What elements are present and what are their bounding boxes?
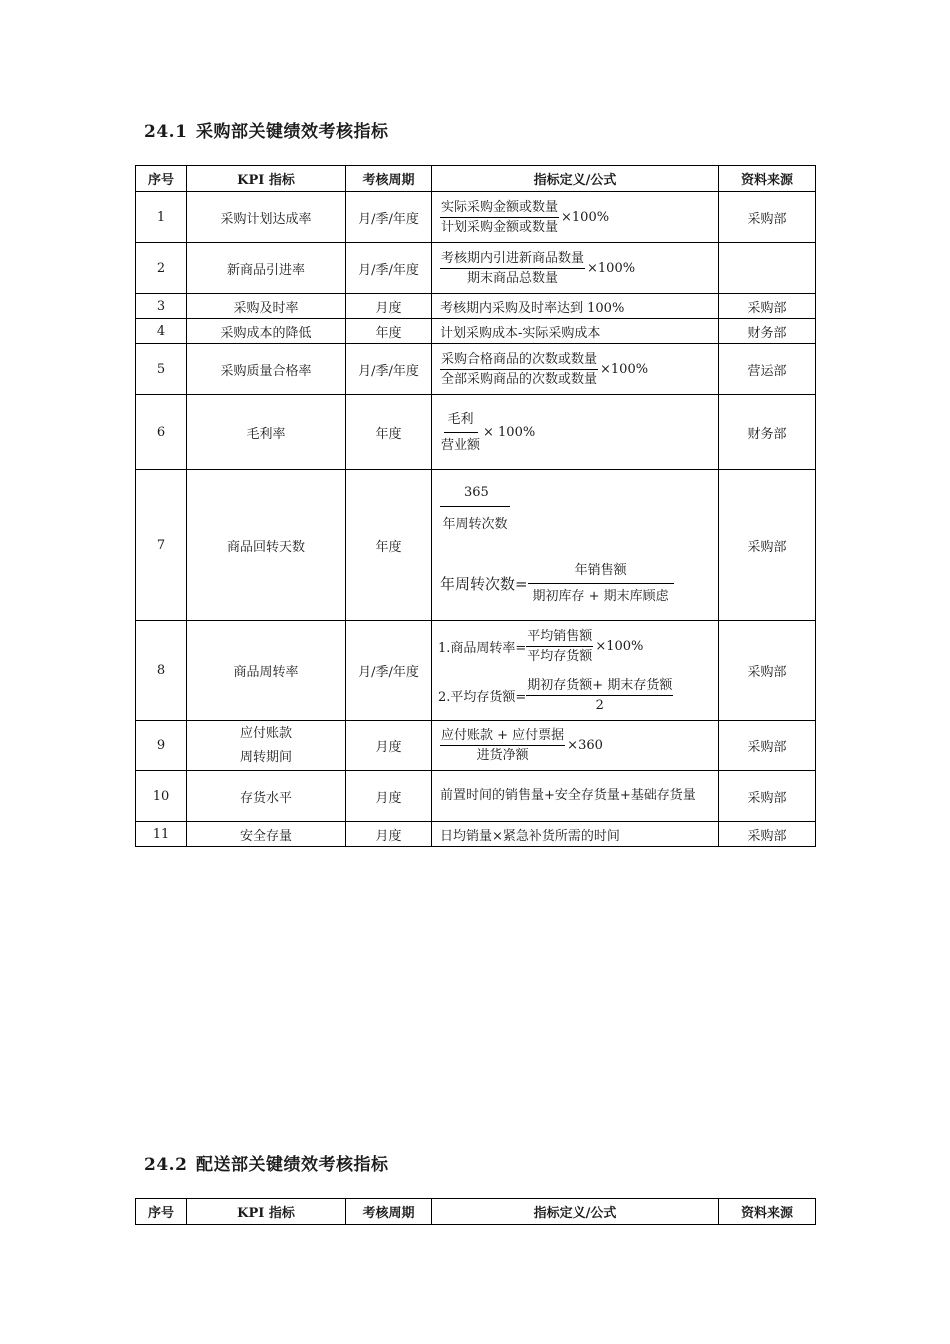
- header-source: 资料来源: [719, 166, 816, 192]
- row-definition: 前置时间的销售量+安全存货量+基础存货量: [432, 771, 719, 822]
- section-2-number: 24.2: [144, 1155, 188, 1175]
- row-kpi: 采购计划达成率: [187, 192, 346, 243]
- row-period: 年度: [346, 395, 432, 470]
- row-no: 2: [136, 243, 187, 294]
- formula-numerator-2: 年销售额: [528, 562, 674, 584]
- row-no: 3: [136, 294, 187, 319]
- row-period: 月度: [346, 822, 432, 847]
- row-definition: 计划采购成本-实际采购成本: [432, 319, 719, 344]
- row-kpi: [187, 721, 346, 771]
- row-source: 营运部: [719, 344, 816, 395]
- table-row: [136, 319, 816, 344]
- formula-lhs-2: 2.平均存货额=: [438, 689, 527, 705]
- formula-denominator: 期末商品总数量: [467, 270, 559, 286]
- row-period: 年度: [346, 319, 432, 344]
- header-kpi: KPI 指标: [187, 1199, 346, 1225]
- row-kpi-line-1: 应付账款: [239, 725, 292, 741]
- table-header-row: [136, 166, 816, 192]
- row-definition: [432, 621, 719, 721]
- row-definition: 日均销量×紧急补货所需的时间: [432, 822, 719, 847]
- formula-denominator: 计划采购金额或数量: [441, 219, 559, 235]
- row-kpi: 安全存量: [187, 822, 346, 847]
- row-no: 8: [136, 621, 187, 721]
- row-period: 月度: [346, 721, 432, 771]
- formula-lhs: 年周转次数=: [440, 575, 528, 593]
- table-row: [136, 344, 816, 395]
- row-kpi: 存货水平: [187, 771, 346, 822]
- section-1-number: 24.1: [144, 122, 188, 142]
- row-definition: [432, 344, 719, 395]
- row-source: 采购部: [719, 470, 816, 621]
- formula-multiplier: ×100%: [561, 209, 610, 225]
- formula-denominator: 年周转次数: [442, 517, 508, 532]
- row-definition: [432, 243, 719, 294]
- row-kpi: 采购质量合格率: [187, 344, 346, 395]
- formula-multiplier: × 100%: [483, 424, 536, 440]
- table-row: [136, 243, 816, 294]
- row-period: 月/季/年度: [346, 621, 432, 721]
- formula-multiplier: ×100%: [600, 361, 649, 377]
- formula-numerator: 实际采购金额或数量: [440, 199, 559, 218]
- header-definition: 指标定义/公式: [432, 1199, 719, 1225]
- header-no: 序号: [136, 1199, 187, 1225]
- row-definition: [432, 395, 719, 470]
- header-kpi: KPI 指标: [187, 166, 346, 192]
- formula-lhs-1: 1.商品周转率=: [438, 640, 527, 656]
- row-source: [719, 243, 816, 294]
- formula-denominator: 全部采购商品的次数或数量: [441, 371, 598, 387]
- row-kpi: 采购成本的降低: [187, 319, 346, 344]
- row-period: 月度: [346, 294, 432, 319]
- row-source: 采购部: [719, 771, 816, 822]
- row-source: 采购部: [719, 192, 816, 243]
- header-period: 考核周期: [346, 1199, 432, 1225]
- row-definition: 考核期内采购及时率达到 100%: [432, 294, 719, 319]
- row-source: 采购部: [719, 294, 816, 319]
- formula-multiplier: ×360: [567, 738, 603, 753]
- formula-numerator: 应付账款 + 应付票据: [440, 727, 565, 746]
- formula-denominator-2: 期初库存 + 期末库顾虑: [532, 589, 669, 604]
- row-no: 10: [136, 771, 187, 822]
- formula-multiplier-1: ×100%: [595, 638, 644, 654]
- row-kpi: 新商品引进率: [187, 243, 346, 294]
- header-source: 资料来源: [719, 1199, 816, 1225]
- row-kpi: 商品周转率: [187, 621, 346, 721]
- row-no: 1: [136, 192, 187, 243]
- formula-numerator: 考核期内引进新商品数量: [440, 250, 585, 269]
- row-kpi-line-2: 周转期间: [239, 749, 292, 765]
- row-period: 年度: [346, 470, 432, 621]
- row-no: 5: [136, 344, 187, 395]
- section-2-title: 配送部关键绩效考核指标: [196, 1155, 389, 1175]
- formula-denominator-2: 2: [595, 697, 604, 713]
- row-source: 采购部: [719, 822, 816, 847]
- row-source: 财务部: [719, 319, 816, 344]
- formula-multiplier: ×100%: [587, 260, 636, 276]
- table-row: [136, 822, 816, 847]
- row-source: 采购部: [719, 721, 816, 771]
- table-row: [136, 395, 816, 470]
- formula-numerator: 采购合格商品的次数或数量: [440, 351, 598, 370]
- formula-numerator: 毛利: [444, 411, 478, 433]
- header-period: 考核周期: [346, 166, 432, 192]
- row-period: 月/季/年度: [346, 344, 432, 395]
- row-source: 财务部: [719, 395, 816, 470]
- delivery-kpi-table: [135, 1198, 816, 1225]
- row-kpi: 毛利率: [187, 395, 346, 470]
- formula-numerator-1: 平均销售额: [526, 628, 593, 647]
- formula-denominator: 营业额: [441, 437, 481, 453]
- table-row: [136, 721, 816, 771]
- formula-denominator: 进货净额: [476, 748, 529, 763]
- header-no: 序号: [136, 166, 187, 192]
- section-1-title: 采购部关键绩效考核指标: [196, 122, 389, 142]
- header-definition: 指标定义/公式: [432, 166, 719, 192]
- row-no: 9: [136, 721, 187, 771]
- formula-numerator: 365: [440, 485, 510, 507]
- section-2-heading: [144, 1150, 389, 1175]
- row-period: 月度: [346, 771, 432, 822]
- row-no: 7: [136, 470, 187, 621]
- row-no: 4: [136, 319, 187, 344]
- row-source: 采购部: [719, 621, 816, 721]
- purchasing-kpi-table: [135, 165, 816, 847]
- row-kpi: 商品回转天数: [187, 470, 346, 621]
- section-1-heading: [144, 117, 389, 142]
- table-header-row: [136, 1199, 816, 1225]
- table-row: [136, 771, 816, 822]
- table-row: [136, 294, 816, 319]
- table-row: [136, 621, 816, 721]
- table-row: [136, 192, 816, 243]
- row-definition: [432, 192, 719, 243]
- row-period: 月/季/年度: [346, 192, 432, 243]
- row-kpi: 采购及时率: [187, 294, 346, 319]
- row-no: 11: [136, 822, 187, 847]
- formula-denominator-1: 平均存货额: [527, 648, 593, 664]
- table-row: [136, 470, 816, 621]
- row-no: 6: [136, 395, 187, 470]
- row-period: 月/季/年度: [346, 243, 432, 294]
- row-definition: [432, 470, 719, 621]
- formula-numerator-2: 期初存货额+ 期末存货额: [526, 677, 673, 696]
- row-definition: [432, 721, 719, 771]
